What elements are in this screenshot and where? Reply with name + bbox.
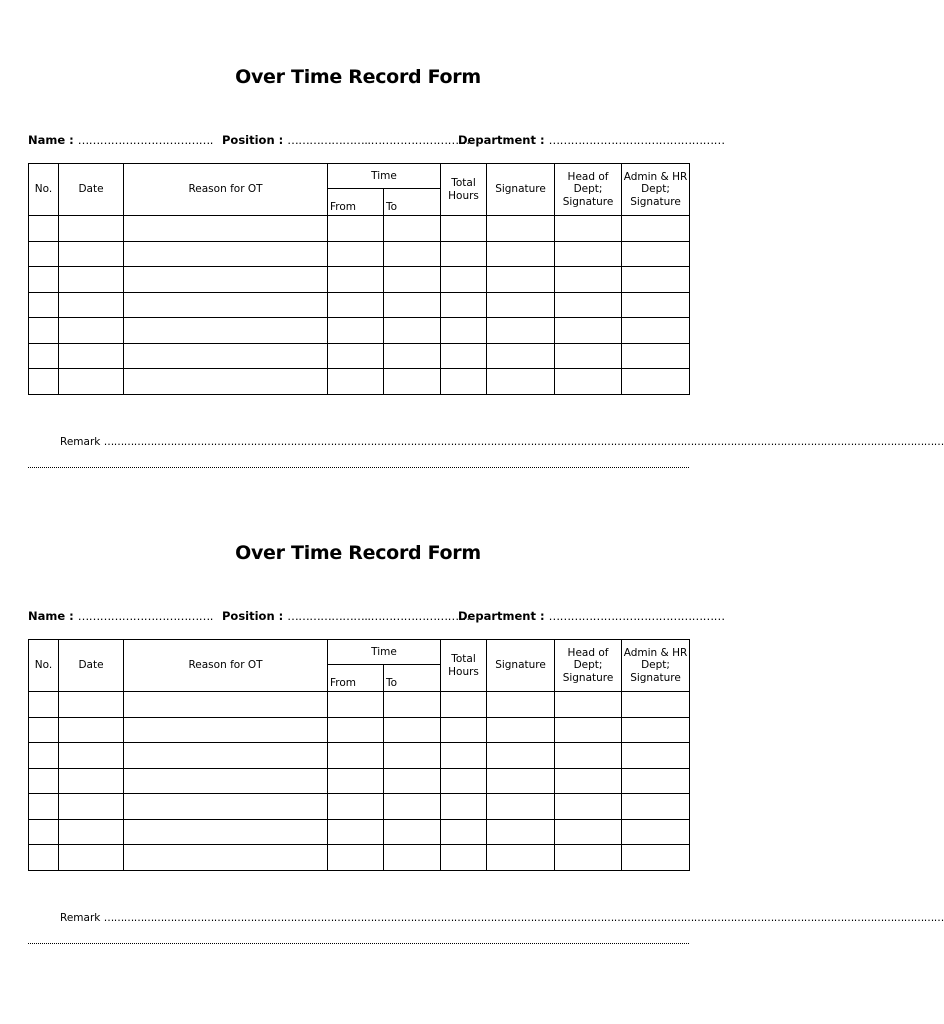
ot-table-body xyxy=(29,216,690,395)
col-header-no: No. xyxy=(29,640,59,692)
cell-head-signature[interactable] xyxy=(555,768,622,794)
cell-head-signature[interactable] xyxy=(555,343,622,369)
cell-total-hours[interactable] xyxy=(441,267,487,293)
department-dots: ………………………………………… xyxy=(548,133,725,147)
cell-reason[interactable] xyxy=(124,292,328,318)
cell-head-signature[interactable] xyxy=(555,241,622,267)
cell-reason[interactable] xyxy=(124,216,328,242)
col-header-to: To xyxy=(384,189,441,216)
table-row xyxy=(29,343,690,369)
cell-reason[interactable] xyxy=(124,743,328,769)
cell-head-signature[interactable] xyxy=(555,743,622,769)
cell-reason[interactable] xyxy=(124,241,328,267)
col-header-time: Time xyxy=(328,640,441,665)
cell-no[interactable] xyxy=(29,241,59,267)
cell-signature[interactable] xyxy=(487,743,555,769)
cell-no[interactable] xyxy=(29,794,59,820)
cell-head-signature[interactable] xyxy=(555,845,622,871)
cell-reason[interactable] xyxy=(124,819,328,845)
cell-to[interactable] xyxy=(384,369,441,395)
cell-reason[interactable] xyxy=(124,845,328,871)
cell-date[interactable] xyxy=(59,819,124,845)
cell-signature[interactable] xyxy=(487,717,555,743)
cell-from[interactable] xyxy=(328,794,384,820)
cell-from[interactable] xyxy=(328,819,384,845)
remark-continuation-line[interactable] xyxy=(28,467,689,468)
cell-total-hours[interactable] xyxy=(441,241,487,267)
cell-admin-hr-signature[interactable] xyxy=(622,692,690,718)
cell-no[interactable] xyxy=(29,343,59,369)
cell-signature[interactable] xyxy=(487,794,555,820)
cell-reason[interactable] xyxy=(124,717,328,743)
col-header-admin-hr: Admin & HR Dept; Signature xyxy=(622,640,690,692)
position-label: Position : xyxy=(222,609,284,623)
cell-total-hours[interactable] xyxy=(441,717,487,743)
cell-total-hours[interactable] xyxy=(441,845,487,871)
department-dots: ………………………………………… xyxy=(548,609,725,623)
cell-signature[interactable] xyxy=(487,318,555,344)
cell-date[interactable] xyxy=(59,318,124,344)
cell-signature[interactable] xyxy=(487,216,555,242)
remark-dots: ……………………………………………………………………………………………………………………………………………………………………………………………………………………………… xyxy=(103,436,944,448)
cell-total-hours[interactable] xyxy=(441,819,487,845)
name-dots: ………………………………. xyxy=(77,609,213,623)
cell-from[interactable] xyxy=(328,692,384,718)
ot-table xyxy=(28,639,690,871)
cell-to[interactable] xyxy=(384,794,441,820)
table-row xyxy=(29,717,690,743)
remark-continuation-line[interactable] xyxy=(28,943,689,944)
col-header-head-of-dept: Head of Dept; Signature xyxy=(555,640,622,692)
col-header-no: No. xyxy=(29,164,59,216)
cell-from[interactable] xyxy=(328,743,384,769)
cell-no[interactable] xyxy=(29,267,59,293)
cell-head-signature[interactable] xyxy=(555,819,622,845)
cell-signature[interactable] xyxy=(487,768,555,794)
cell-to[interactable] xyxy=(384,343,441,369)
department-label: Department : xyxy=(458,133,545,147)
cell-no[interactable] xyxy=(29,318,59,344)
cell-to[interactable] xyxy=(384,768,441,794)
cell-to[interactable] xyxy=(384,267,441,293)
cell-reason[interactable] xyxy=(124,768,328,794)
col-header-total-hours: Total Hours xyxy=(441,164,487,216)
cell-date[interactable] xyxy=(59,267,124,293)
cell-admin-hr-signature[interactable] xyxy=(622,819,690,845)
cell-no[interactable] xyxy=(29,717,59,743)
cell-head-signature[interactable] xyxy=(555,717,622,743)
col-header-to: To xyxy=(384,665,441,692)
table-row xyxy=(29,292,690,318)
cell-head-signature[interactable] xyxy=(555,692,622,718)
cell-no[interactable] xyxy=(29,819,59,845)
cell-reason[interactable] xyxy=(124,369,328,395)
cell-from[interactable] xyxy=(328,292,384,318)
cell-admin-hr-signature[interactable] xyxy=(622,743,690,769)
col-header-from: From xyxy=(328,189,384,216)
position-field[interactable] xyxy=(222,609,473,623)
cell-date[interactable] xyxy=(59,292,124,318)
form-title: Over Time Record Form xyxy=(235,66,481,88)
col-header-time: Time xyxy=(328,164,441,189)
cell-from[interactable] xyxy=(328,267,384,293)
cell-admin-hr-signature[interactable] xyxy=(622,318,690,344)
cell-date[interactable] xyxy=(59,717,124,743)
cell-from[interactable] xyxy=(328,216,384,242)
cell-total-hours[interactable] xyxy=(441,794,487,820)
cell-date[interactable] xyxy=(59,241,124,267)
table-row xyxy=(29,819,690,845)
ot-table-body xyxy=(29,692,690,871)
remark-field[interactable] xyxy=(60,912,944,924)
cell-no[interactable] xyxy=(29,845,59,871)
position-field[interactable] xyxy=(222,133,473,147)
table-row xyxy=(29,768,690,794)
table-row xyxy=(29,369,690,395)
cell-signature[interactable] xyxy=(487,267,555,293)
col-header-date: Date xyxy=(59,164,124,216)
cell-to[interactable] xyxy=(384,743,441,769)
cell-to[interactable] xyxy=(384,819,441,845)
name-label: Name : xyxy=(28,133,74,147)
department-field[interactable] xyxy=(458,609,725,623)
table-row xyxy=(29,241,690,267)
cell-date[interactable] xyxy=(59,768,124,794)
remark-dots: ……………………………………………………………………………………………………………………………………………………………………………………………………………………………… xyxy=(103,912,944,924)
col-header-reason: Reason for OT xyxy=(124,164,328,216)
col-header-admin-hr: Admin & HR Dept; Signature xyxy=(622,164,690,216)
cell-head-signature[interactable] xyxy=(555,369,622,395)
col-header-signature: Signature xyxy=(487,640,555,692)
cell-total-hours[interactable] xyxy=(441,692,487,718)
cell-signature[interactable] xyxy=(487,845,555,871)
cell-reason[interactable] xyxy=(124,267,328,293)
cell-total-hours[interactable] xyxy=(441,343,487,369)
cell-signature[interactable] xyxy=(487,343,555,369)
cell-no[interactable] xyxy=(29,216,59,242)
cell-signature[interactable] xyxy=(487,292,555,318)
cell-head-signature[interactable] xyxy=(555,318,622,344)
cell-head-signature[interactable] xyxy=(555,794,622,820)
cell-no[interactable] xyxy=(29,743,59,769)
remark-label: Remark xyxy=(60,912,101,924)
cell-date[interactable] xyxy=(59,743,124,769)
name-field[interactable] xyxy=(28,133,213,147)
cell-from[interactable] xyxy=(328,369,384,395)
form-title: Over Time Record Form xyxy=(235,542,481,564)
cell-from[interactable] xyxy=(328,241,384,267)
table-row xyxy=(29,318,690,344)
cell-admin-hr-signature[interactable] xyxy=(622,292,690,318)
col-header-date: Date xyxy=(59,640,124,692)
cell-head-signature[interactable] xyxy=(555,267,622,293)
cell-date[interactable] xyxy=(59,845,124,871)
col-header-total-hours: Total Hours xyxy=(441,640,487,692)
department-label: Department : xyxy=(458,609,545,623)
cell-signature[interactable] xyxy=(487,692,555,718)
cell-to[interactable] xyxy=(384,717,441,743)
cell-date[interactable] xyxy=(59,794,124,820)
cell-admin-hr-signature[interactable] xyxy=(622,369,690,395)
cell-date[interactable] xyxy=(59,343,124,369)
table-row xyxy=(29,267,690,293)
col-header-signature: Signature xyxy=(487,164,555,216)
remark-label: Remark xyxy=(60,436,101,448)
cell-date[interactable] xyxy=(59,692,124,718)
position-dots: …………………..………………………. xyxy=(287,609,473,623)
cell-admin-hr-signature[interactable] xyxy=(622,241,690,267)
col-header-reason: Reason for OT xyxy=(124,640,328,692)
cell-admin-hr-signature[interactable] xyxy=(622,794,690,820)
cell-reason[interactable] xyxy=(124,318,328,344)
cell-signature[interactable] xyxy=(487,241,555,267)
table-row xyxy=(29,743,690,769)
table-row xyxy=(29,794,690,820)
col-header-head-of-dept: Head of Dept; Signature xyxy=(555,164,622,216)
cell-to[interactable] xyxy=(384,241,441,267)
ot-table xyxy=(28,163,690,395)
cell-no[interactable] xyxy=(29,692,59,718)
cell-reason[interactable] xyxy=(124,794,328,820)
cell-to[interactable] xyxy=(384,216,441,242)
cell-from[interactable] xyxy=(328,343,384,369)
name-label: Name : xyxy=(28,609,74,623)
cell-from[interactable] xyxy=(328,845,384,871)
cell-date[interactable] xyxy=(59,369,124,395)
cell-no[interactable] xyxy=(29,292,59,318)
cell-total-hours[interactable] xyxy=(441,743,487,769)
cell-no[interactable] xyxy=(29,768,59,794)
cell-head-signature[interactable] xyxy=(555,292,622,318)
cell-admin-hr-signature[interactable] xyxy=(622,267,690,293)
cell-signature[interactable] xyxy=(487,819,555,845)
cell-to[interactable] xyxy=(384,292,441,318)
department-field[interactable] xyxy=(458,133,725,147)
cell-from[interactable] xyxy=(328,717,384,743)
cell-signature[interactable] xyxy=(487,369,555,395)
cell-total-hours[interactable] xyxy=(441,292,487,318)
table-row xyxy=(29,845,690,871)
cell-total-hours[interactable] xyxy=(441,318,487,344)
name-dots: ………………………………. xyxy=(77,133,213,147)
cell-date[interactable] xyxy=(59,216,124,242)
cell-to[interactable] xyxy=(384,692,441,718)
table-row xyxy=(29,216,690,242)
cell-total-hours[interactable] xyxy=(441,768,487,794)
cell-to[interactable] xyxy=(384,845,441,871)
cell-total-hours[interactable] xyxy=(441,216,487,242)
name-field[interactable] xyxy=(28,609,213,623)
remark-field[interactable] xyxy=(60,436,944,448)
cell-no[interactable] xyxy=(29,369,59,395)
position-label: Position : xyxy=(222,133,284,147)
cell-admin-hr-signature[interactable] xyxy=(622,216,690,242)
table-row xyxy=(29,692,690,718)
cell-from[interactable] xyxy=(328,768,384,794)
cell-reason[interactable] xyxy=(124,343,328,369)
cell-head-signature[interactable] xyxy=(555,216,622,242)
col-header-from: From xyxy=(328,665,384,692)
cell-admin-hr-signature[interactable] xyxy=(622,768,690,794)
cell-admin-hr-signature[interactable] xyxy=(622,845,690,871)
cell-admin-hr-signature[interactable] xyxy=(622,717,690,743)
cell-from[interactable] xyxy=(328,318,384,344)
cell-total-hours[interactable] xyxy=(441,369,487,395)
position-dots: …………………..………………………. xyxy=(287,133,473,147)
cell-to[interactable] xyxy=(384,318,441,344)
cell-admin-hr-signature[interactable] xyxy=(622,343,690,369)
cell-reason[interactable] xyxy=(124,692,328,718)
